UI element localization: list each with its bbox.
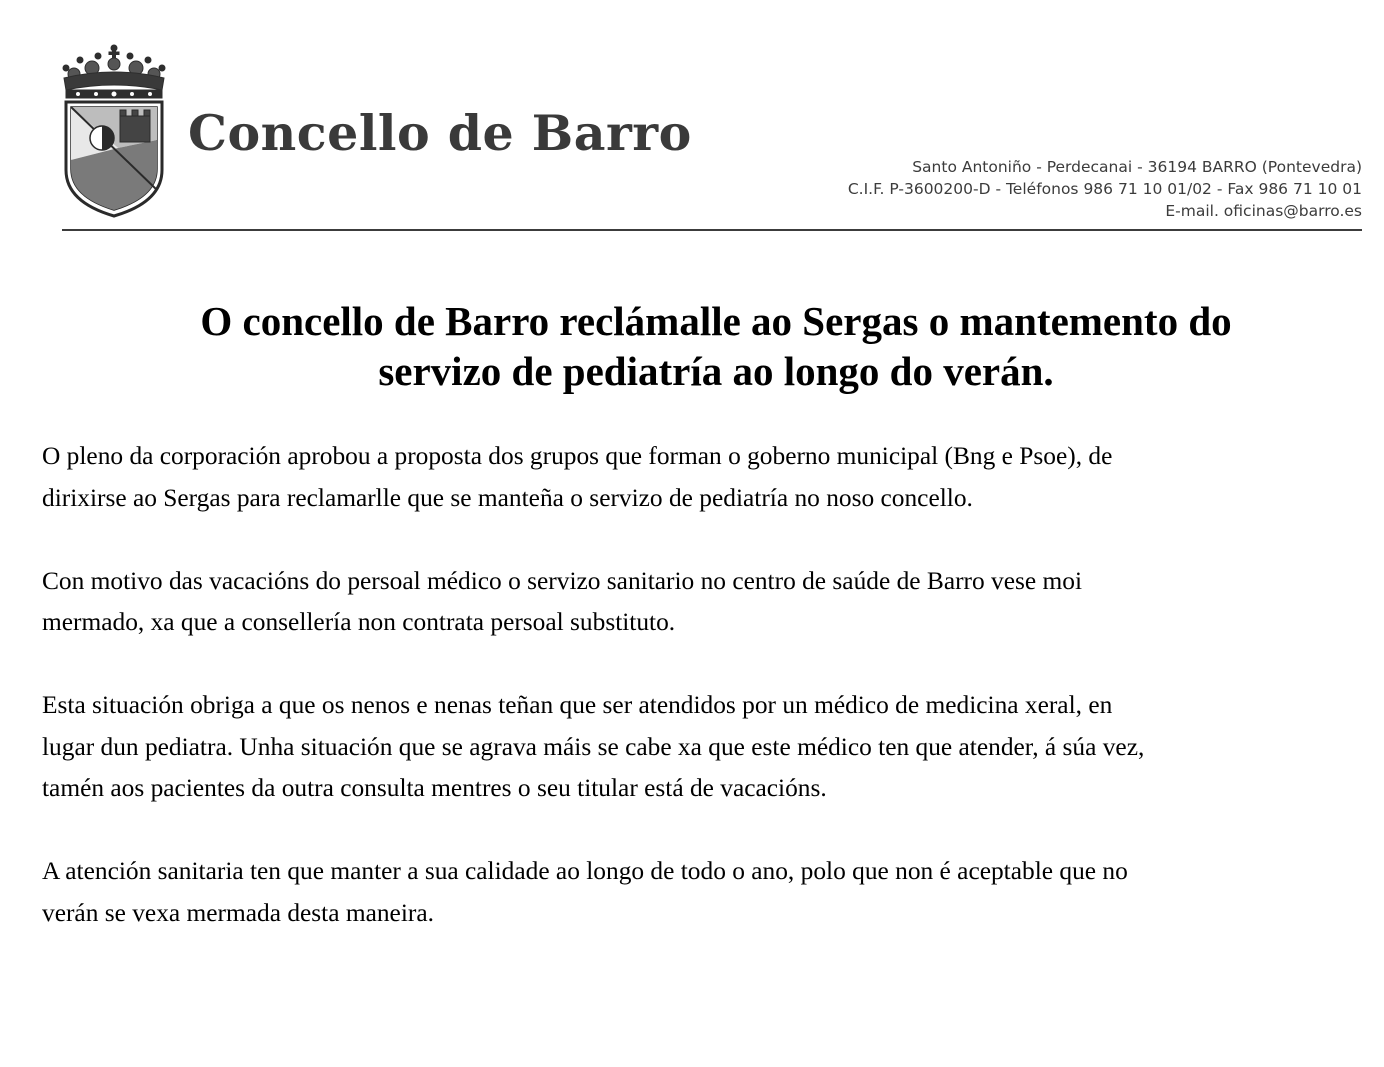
article-body [42, 436, 1382, 976]
contact-block [848, 156, 1362, 222]
email-line: E-mail. oficinas@barro.es [1165, 202, 1362, 220]
header-divider [62, 229, 1362, 231]
address-line: Santo Antoniño - Perdecanai - 36194 BARRO (Pontevedra) [912, 158, 1362, 176]
paragraph: Con motivo das vacacións do persoal médico o servizo sanitario no centro de saúde de Barro vese moi mermado, xa que a consellería non contrata persoal substituto. [42, 566, 1083, 636]
paragraph: A atención sanitaria ten que manter a sua calidade ao longo de todo o ano, polo que non é aceptable que no verán se vexa mermada desta maneira. [42, 857, 1128, 927]
coat-of-arms-icon [58, 40, 170, 220]
paragraph: O pleno da corporación aprobou a proposta dos grupos que forman o goberno municipal (Bng e Psoe), de dirixirse ao Sergas para reclamarlle que se manteña o servizo de pediatría no noso concello. [42, 442, 1113, 512]
headline-line-2: servizo de pediatría ao longo do verán. [378, 348, 1054, 394]
headline [40, 296, 1384, 396]
paragraph: Esta situación obriga a que os nenos e nenas teñan que ser atendidos por un médico de medicina xeral, en lugar dun pediatra. Unha situación que se agrava máis se cabe xa que este médico ten que atender, á súa vez, tamén aos pacientes da outra consulta mentres o seu titular está de vacacións. [42, 691, 1145, 802]
letterhead [0, 0, 1384, 240]
headline-line-1: O concello de Barro reclámalle ao Sergas o mantemento do [200, 298, 1232, 344]
cif-phone-line: C.I.F. P-3600200-D - Teléfonos 986 71 10 01/02 - Fax 986 71 10 01 [847, 180, 1362, 198]
organization-name: Concello de Barro [188, 104, 692, 162]
